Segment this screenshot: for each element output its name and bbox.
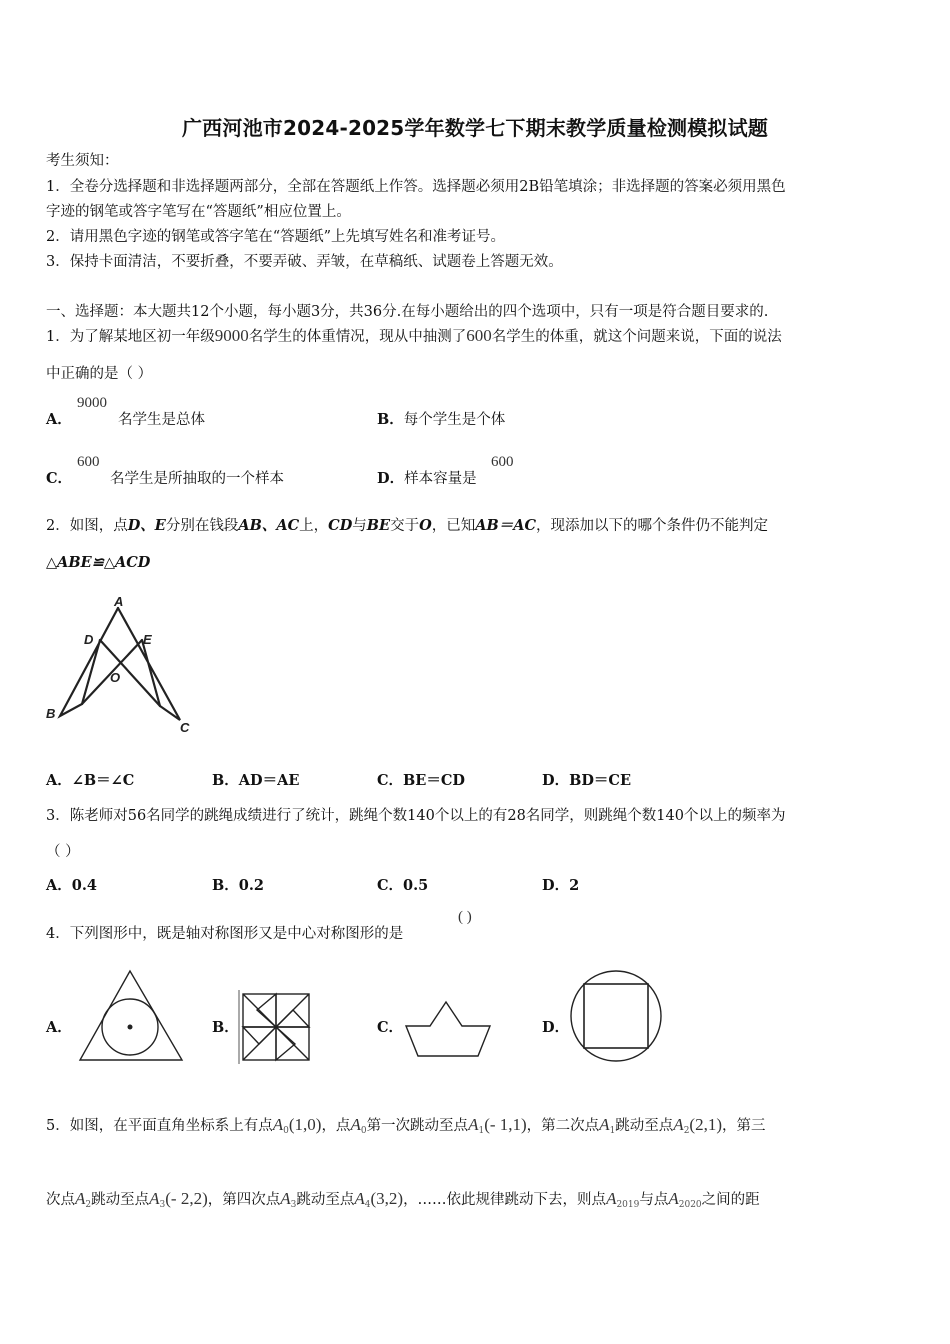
q2-option-b[interactable]: B．AD＝AE (212, 772, 300, 789)
q3-option-c[interactable]: C．0.5 (377, 877, 429, 894)
q1-option-c-number: 600 (77, 454, 100, 470)
q5-point-a2-sub: 2 (683, 1126, 690, 1136)
q1-option-c-label[interactable]: C． (46, 470, 73, 487)
q2-points-de: D、E (127, 517, 166, 534)
q5-point-a0: A (272, 1115, 284, 1134)
q2-condition: AB＝AC (475, 517, 537, 534)
section-heading: 一、选择题：本大题共12个小题，每小题3分，共36分.在每小题给出的四个选项中，只有一项是符合题目要求的. (46, 304, 769, 320)
q2-triangle-figure (40, 592, 200, 742)
q1-text-3: 名学生的体重，就这个问题来说，下面的说法 (491, 329, 782, 345)
notice-item-1b: 字迹的钢笔或答字笔写在“答题纸”相应位置上。 (46, 204, 351, 220)
q5-point-a1-again: A (599, 1115, 610, 1134)
q2-stem (46, 516, 768, 536)
q5-point-a4: A (354, 1189, 365, 1208)
q2-text-4: 与 (352, 518, 367, 534)
q2-text-5: 交于 (390, 518, 420, 534)
q1-option-b-text: 每个学生是个体 (403, 412, 506, 428)
q5-point-a4-sub: 4 (364, 1200, 371, 1210)
q2-cd: CD (328, 517, 353, 534)
q3-stem: 3．陈老师对56名同学的跳绳成绩进行了统计，跳绳个数140个以上的有28名同学，则跳绳个数140个以上的频率为 (46, 808, 786, 824)
page-title: 广西河池市2024-2025学年数学七下期末教学质量检测模拟试题 (181, 116, 769, 140)
q5-point-a3-again-sub: 3 (290, 1200, 297, 1210)
q1-stem-line2: 中正确的是（ ） (46, 366, 153, 382)
q2-stem-line2 (46, 553, 150, 573)
q5-text-6: ，第三 (722, 1118, 766, 1134)
q5-number: 5． (46, 1118, 70, 1134)
q1-option-a-number: 9000 (77, 395, 107, 411)
q2-segments: AB、AC (238, 517, 300, 534)
q2-number: 2． (46, 518, 70, 534)
q5-point-a1: A (468, 1115, 479, 1134)
q5-text-5: 跳动至点 (615, 1118, 674, 1134)
q5-point-a2020: A (668, 1189, 679, 1208)
notice-item-1a: 1．全卷分选择题和非选择题两部分，全部在答题纸上作答。选择题必须用2B铅笔填涂；非选择题的答案必须用黑色 (46, 179, 786, 195)
q1-option-d-number: 600 (491, 454, 514, 470)
fig-label-o: O (110, 670, 121, 685)
q1-num-2: 600 (466, 326, 492, 345)
q5-point-a3-sub: 3 (159, 1200, 166, 1210)
q5-stem (46, 1113, 766, 1143)
q4-option-d-label[interactable]: D． (542, 1019, 570, 1036)
q1-option-b-label: B． (377, 411, 404, 428)
q1-stem (46, 326, 782, 347)
q2-text-7: ，现添加以下的哪个条件仍不能判定 (536, 518, 769, 534)
q5-l2-text-4: 跳动至点 (296, 1192, 355, 1208)
q5-l2-text-6: 与点 (639, 1192, 669, 1208)
q5-text-1: 如图，在平面直角坐标系上有点 (69, 1118, 273, 1134)
q1-option-a-label[interactable]: A． (46, 411, 72, 428)
q1-option-d-label: D． (377, 470, 405, 487)
q5-l2-text-2: 跳动至点 (91, 1192, 150, 1208)
q5-l2-text-7: 之间的距 (701, 1192, 760, 1208)
q5-point-a4-coord: (3,2) (370, 1189, 404, 1208)
fig-label-c: C (180, 720, 190, 735)
q3-option-d[interactable]: D．2 (542, 877, 580, 894)
q4-option-c-label[interactable]: C． (377, 1019, 404, 1036)
q1-option-b[interactable] (377, 410, 505, 430)
q3-option-b[interactable]: B．0.2 (212, 877, 264, 894)
q4-option-a-label[interactable]: A． (46, 1019, 72, 1036)
q1-num-1: 9000 (214, 326, 249, 345)
q5-l2-text-3: ，第四次点 (207, 1192, 281, 1208)
q5-stem-line2 (46, 1187, 760, 1217)
q1-text-1: 为了解某地区初一年级 (69, 329, 215, 345)
q2-option-c[interactable]: C．BE＝CD (377, 772, 465, 789)
q2-text-6: ，已知 (431, 518, 476, 534)
q5-point-a2020-sub: 2020 (678, 1200, 702, 1210)
q5-point-a2: A (673, 1115, 684, 1134)
q3-stem-line2: （ ） (46, 844, 80, 860)
notice-item-2: 2．请用黑色字迹的钢笔或答字笔在“答题纸”上先填写姓名和准考证号。 (46, 229, 506, 245)
q4-figure-d-circle-square (567, 968, 665, 1064)
q1-option-d[interactable] (377, 469, 477, 489)
q5-text-2: ，点 (321, 1118, 351, 1134)
q1-option-d-text: 样本容量是 (404, 471, 477, 487)
q5-l2-text-1: 次点 (46, 1192, 75, 1208)
q2-text-3: 上， (299, 518, 329, 534)
q4-figure-c-boat (402, 998, 494, 1062)
q5-point-a0-again: A (350, 1115, 361, 1134)
q1-option-a-text: 名学生是总体 (118, 412, 205, 428)
fig-left-arm (60, 608, 121, 716)
fig-right-arm (118, 608, 180, 720)
q2-option-d[interactable]: D．BD＝CE (542, 772, 631, 789)
q5-point-a1-coord: (- 1,1) (484, 1115, 527, 1134)
q5-point-a3-coord: (- 2,2) (165, 1189, 208, 1208)
q2-o: O (419, 517, 432, 534)
q5-point-a2-again-sub: 2 (85, 1200, 92, 1210)
q4-stem: 4．下列图形中，既是轴对称图形又是中心对称图形的是 (46, 926, 404, 942)
q5-point-a1-again-sub: 1 (609, 1126, 616, 1136)
q5-point-a2019-sub: 2019 (616, 1200, 640, 1210)
q5-point-a2019: A (606, 1189, 617, 1208)
q4-option-b-label[interactable]: B． (212, 1019, 239, 1036)
q1-number: 1． (46, 329, 70, 345)
q5-point-a3-again: A (280, 1189, 291, 1208)
fig-label-a: A (114, 594, 124, 609)
q4-answer-paren: ( ) (458, 909, 472, 925)
q5-text-3: 第一次跳动至点 (366, 1118, 469, 1134)
notice-heading: 考生须知： (46, 153, 119, 169)
fig-label-e: E (143, 632, 152, 647)
q2-be: BE (366, 517, 391, 534)
q5-point-a2-again: A (75, 1189, 86, 1208)
q2-text-2: 分别在钱段 (165, 518, 239, 534)
q5-point-a0-sub: 0 (283, 1126, 289, 1136)
q5-text-4: ，第二次点 (526, 1118, 600, 1134)
q2-text-1: 如图，点 (69, 518, 128, 534)
fig-label-d: D (84, 632, 94, 647)
q5-point-a1-sub: 1 (478, 1126, 485, 1136)
q5-point-a3: A (149, 1189, 160, 1208)
q5-point-a2-coord: (2,1) (689, 1115, 722, 1134)
q1-text-2: 名学生的体重情况，现从中抽测了 (248, 329, 467, 345)
q2-congruence: △ABE≌△ACD (46, 554, 151, 571)
q4-figure-b-pinwheel (237, 990, 313, 1064)
q5-l2-text-5: ，……依此规律跳动下去，则点 (403, 1192, 607, 1208)
notice-item-3: 3．保持卡面清洁，不要折叠，不要弄破、弄皱，在草稿纸、试题卷上答题无效。 (46, 254, 563, 270)
q4-figure-a-triangle-circle (76, 965, 186, 1065)
q2-option-a[interactable]: A．∠B＝∠C (46, 772, 135, 789)
q5-point-a0-coord: (1,0) (288, 1115, 322, 1134)
q3-option-a[interactable]: A．0.4 (46, 877, 97, 894)
fig-label-b: B (46, 706, 56, 721)
q5-point-a0-again-sub: 0 (360, 1126, 367, 1136)
q1-option-c-text: 名学生是所抽取的一个样本 (110, 471, 284, 487)
